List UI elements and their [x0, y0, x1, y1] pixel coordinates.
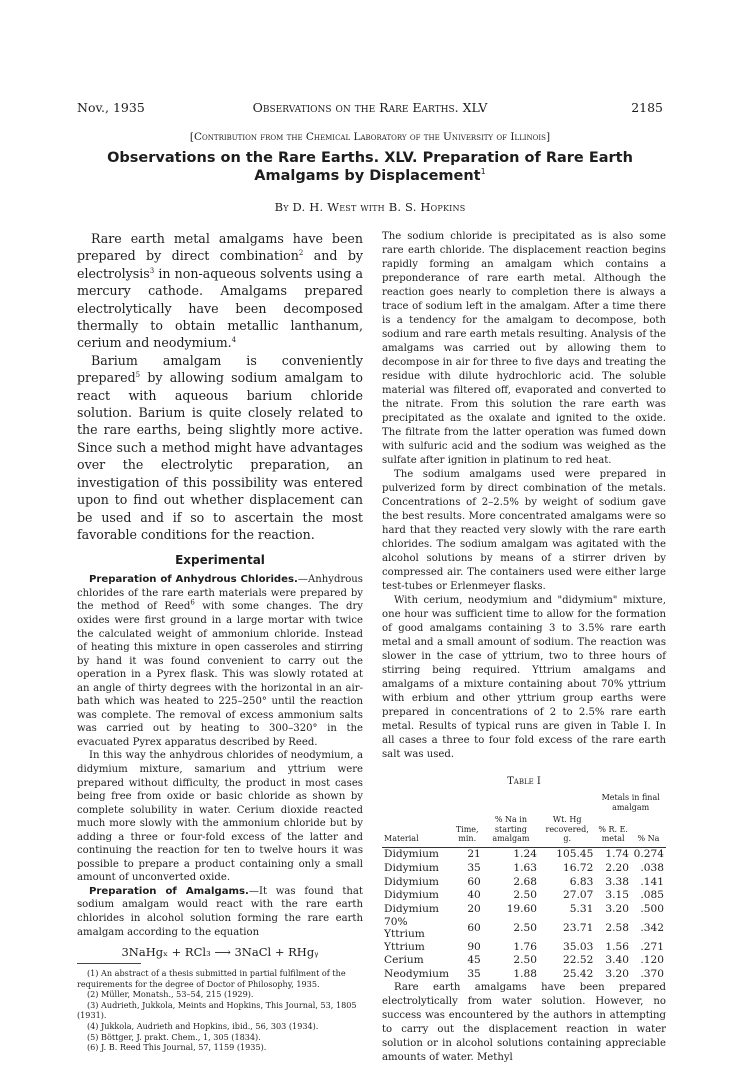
- table-cell: 1.24: [513, 848, 538, 861]
- table-cell: Didymium: [384, 903, 439, 916]
- table-cell: Yttrium: [384, 940, 425, 953]
- table-header-row: [382, 815, 666, 847]
- table-cell: 2.50: [513, 889, 538, 902]
- table-cell: 70% Yttrium: [384, 915, 425, 940]
- table-row: [382, 954, 666, 968]
- table-cell: Cerium: [384, 954, 424, 967]
- table-cell: 35: [467, 862, 481, 875]
- reaction-equation: 3NaHgₓ + RCl₃ ⟶ 3NaCl + RHgᵧ: [121, 945, 319, 960]
- table-group-header: [382, 793, 666, 815]
- table-cell: Neodymium: [384, 968, 449, 981]
- footnote: (5) Böttger, J. prakt. Chem., 1, 305 (1834).: [87, 1031, 261, 1042]
- table-cell: .271: [640, 940, 664, 953]
- page-number: 2185: [631, 100, 663, 115]
- intro-paragraph-1: Rare earth metal amalgams have been prepared by direct combination$^2$ and by electrolysis$^3$ in non-aqueous solvents using a mercury cathode. Amalgams prepared electrolytically have been decomposed thermally to obtain metallic lanthanum, cerium and neodymium.$^4$: [77, 231, 363, 351]
- paragraph: With cerium, neodymium and "didymium" mixture, one hour was sufficient time to allow for the formation of good amalgams containing 3 to 3.5% rare earth metal and a small amount of sodium. The reaction was slower in the case of yttrium, two to three hours of stirring being required. Yttrium amalgams and amalgams of a mixture containing about 70% yttrium with erbium and other yttrium group earths were prepared in concentrations of 2 to 2.5% rare earth metal. Results of typical runs are given in Table I. In all cases a three to four fold excess of the rare earth salt was used.: [382, 595, 666, 760]
- table-cell: 40: [467, 889, 481, 902]
- table-cell: 2.58: [605, 921, 629, 934]
- right-column: [382, 230, 666, 1065]
- table-cell: 16.72: [563, 862, 594, 875]
- byline: By D. H. West with B. S. Hopkins: [274, 200, 466, 214]
- column-header: Wt. Hg recovered, g.: [539, 815, 595, 847]
- running-title: Observations on the Rare Earths. XLV: [252, 100, 488, 115]
- article-title: [77, 149, 663, 185]
- table-cell: 3.40: [605, 954, 629, 967]
- table-cell: .141: [640, 875, 664, 888]
- table-row: [382, 847, 666, 861]
- table-cell: 0.274: [633, 848, 664, 861]
- anhydrous-chlorides-paragraph-2: In this way the anhydrous chlorides of neodymium, a didymium mixture, samarium and yttrium were prepared without difficulty, the product in most cases being free from oxide or basic chloride as shown by complete solubility in water. Cerium dioxide reacted much more slowly with the ammonium chloride but by adding a three or four-fold excess of the latter and continuing the reaction for ten to twelve hours it was possible to prepare a product containing only a small amount of unconverted oxide.: [77, 750, 363, 884]
- issue-date: Nov., 1935: [77, 100, 145, 115]
- experimental-heading: Experimental: [175, 553, 265, 568]
- table-row: [382, 967, 666, 981]
- table-cell: 25.42: [563, 968, 594, 981]
- table-cell: 6.83: [569, 875, 594, 888]
- table-cell: 60: [467, 921, 481, 934]
- metals-group-header: Metals in final amalgam: [601, 793, 660, 812]
- anhydrous-chlorides-paragraph: Preparation of Anhydrous Chlorides.—Anhydrous chlorides of the rare earth materials were prepared by the method of Reed$^6$ with some changes. The dry oxides were first ground in a large mortar with twice the calculated weight of ammonium chloride. Instead of heating this mixture in open casseroles and stirring by hand it was found convenient to carry out the operation in a Pyrex flask. This was slowly rotated at an angle of thirty degrees with the horizontal in an air-bath which was heated to 225–250° until the reaction was complete. The removal of excess ammonium salts was carried out by heating to 300–320° in the evacuated Pyrex apparatus described by Reed.: [77, 574, 363, 748]
- table-row: [382, 889, 666, 903]
- table-cell: 1.74: [605, 848, 629, 861]
- table-cell: 3.15: [605, 889, 629, 902]
- column-header: % Na in starting amalgam: [483, 815, 539, 847]
- table-row: [382, 940, 666, 954]
- table-cell: 21: [467, 848, 481, 861]
- table-cell: Didymium: [384, 848, 439, 861]
- table-cell: 90: [467, 940, 481, 953]
- table-cell: 1.63: [513, 862, 538, 875]
- column-header: % Na: [631, 815, 666, 847]
- runin-heading: Preparation of Amalgams.: [89, 885, 249, 897]
- table-cell: 23.71: [563, 921, 594, 934]
- table-cell: 1.88: [513, 968, 538, 981]
- experimental-section: [77, 573, 363, 959]
- table-cell: 1.76: [513, 940, 538, 953]
- footnote: (3) Audrieth, Jukkola, Meints and Hopkins, This Journal, 53, 1805 (1931).: [77, 999, 357, 1021]
- paragraph: Rare earth amalgams have been prepared electrolytically from water solution. However, no success was encountered by the authors in attempting to carry out the displacement reaction in water solution or in alcohol solutions containing appreciable amounts of water. Methyl: [382, 982, 666, 1063]
- table-cell: .120: [640, 954, 664, 967]
- left-column: [77, 230, 363, 1053]
- column-header: % R. E. metal: [595, 815, 631, 847]
- footnote-rule: [77, 963, 141, 964]
- table-cell: 1.56: [605, 940, 629, 953]
- table-cell: 22.52: [563, 954, 594, 967]
- table-cell: 2.20: [605, 862, 629, 875]
- title-footnote-mark: 1: [480, 167, 486, 177]
- article-title-text: Observations on the Rare Earths. XLV. Preparation of Rare Earth Amalgams by Displacement: [107, 150, 633, 184]
- intro-paragraph-2: Barium amalgam is conveniently prepared$^5$ by allowing sodium amalgam to react with aqueous barium chloride solution. Barium is quite closely related to the rare earths, being slightly more active. Since such a method might have advantages over the electrolytic preparation, an investigation of this possibility was entered upon to find out whether displacement can be used and if so to ascertain the most favorable conditions for the reaction.: [77, 352, 363, 542]
- table-cell: 35.03: [563, 940, 594, 953]
- table-cell: 2.50: [513, 954, 538, 967]
- table-caption: Table I: [507, 776, 541, 787]
- table-cell: .370: [640, 968, 664, 981]
- footnote: (2) Müller, Monatsh., 53–54, 215 (1929).: [87, 989, 254, 1000]
- table-cell: 3.20: [605, 903, 629, 916]
- introduction: [77, 230, 363, 543]
- table-cell: 27.07: [563, 889, 594, 902]
- footnote: (6) J. B. Reed This Journal, 57, 1159 (1935).: [87, 1042, 267, 1053]
- runin-heading: Preparation of Anhydrous Chlorides.: [89, 574, 298, 586]
- column-header: Material: [382, 815, 452, 847]
- table-cell: 2.68: [513, 875, 538, 888]
- table-row: [382, 875, 666, 889]
- table-cell: Didymium: [384, 889, 439, 902]
- footnote: (1) An abstract of a thesis submitted in partial fulfilment of the requirements for the degree of Doctor of Philosophy, 1935.: [77, 968, 346, 989]
- results-table: [382, 793, 666, 981]
- table-cell: 19.60: [506, 903, 538, 916]
- table-row: [382, 902, 666, 916]
- running-header: [77, 100, 663, 116]
- footnotes: [77, 968, 363, 1053]
- table-row: [382, 916, 666, 940]
- column-header: Time, min.: [452, 815, 483, 847]
- table-cell: .038: [640, 862, 664, 875]
- table-cell: Didymium: [384, 862, 439, 875]
- table-cell: 3.20: [605, 968, 629, 981]
- footnote: (4) Jukkola, Audrieth and Hopkins, ibid., 56, 303 (1934).: [87, 1021, 319, 1032]
- amalgams-paragraph: Preparation of Amalgams.—It was found that sodium amalgam would react with the rare earth chlorides in alcohol solution forming the rare earth amalgam according to the equation: [77, 885, 363, 938]
- table-cell: .085: [640, 889, 664, 902]
- table-body: [382, 847, 666, 981]
- table-cell: 105.45: [556, 848, 594, 861]
- paragraph: The sodium amalgams used were prepared in pulverized form by direct combination of the metals. Concentrations of 2–2.5% by weight of sodium gave the best results. More concentrated amalgams were so hard that they reacted very slowly with the rare earth chlorides. The sodium amalgam was agitated with the alcohol solutions by means of a stirrer driven by compressed air. The containers used were either large test-tubes or Erlenmeyer flasks.: [382, 469, 666, 592]
- table-row: [382, 861, 666, 875]
- table-cell: 3.38: [605, 875, 629, 888]
- table-cell: 20: [467, 903, 481, 916]
- table-cell: 35: [467, 968, 481, 981]
- paragraph: The sodium chloride is precipitated as is also some rare earth chloride. The displacement reaction begins rapidly forming an amalgam which contains a preponderance of rare earth metal. Although the reaction goes nearly to completion there is always a trace of sodium left in the amalgam. After a time there is a tendency for the amalgam to decompose, both sodium and rare earth metals resulting. Analysis of the amalgams was carried out by allowing them to decompose in air for three to five days and treating the residue with dilute hydrochloric acid. The soluble material was filtered off, evaporated and converted to the nitrate. From this solution the rare earth was precipitated as the oxalate and ignited to the oxide. The filtrate from the latter operation was fumed down with sulfuric acid and the sodium was weighed as the sulfate after ignition in platinum to red heat.: [382, 231, 666, 466]
- contribution-line: [Contribution from the Chemical Laboratory of the University of Illinois]: [189, 131, 551, 143]
- table-cell: Didymium: [384, 875, 439, 888]
- table-cell: 2.50: [513, 921, 538, 934]
- table-cell: 5.31: [569, 903, 594, 916]
- table-cell: .500: [640, 903, 664, 916]
- table-cell: 45: [467, 954, 481, 967]
- table-cell: .342: [640, 921, 664, 934]
- table-cell: 60: [467, 875, 481, 888]
